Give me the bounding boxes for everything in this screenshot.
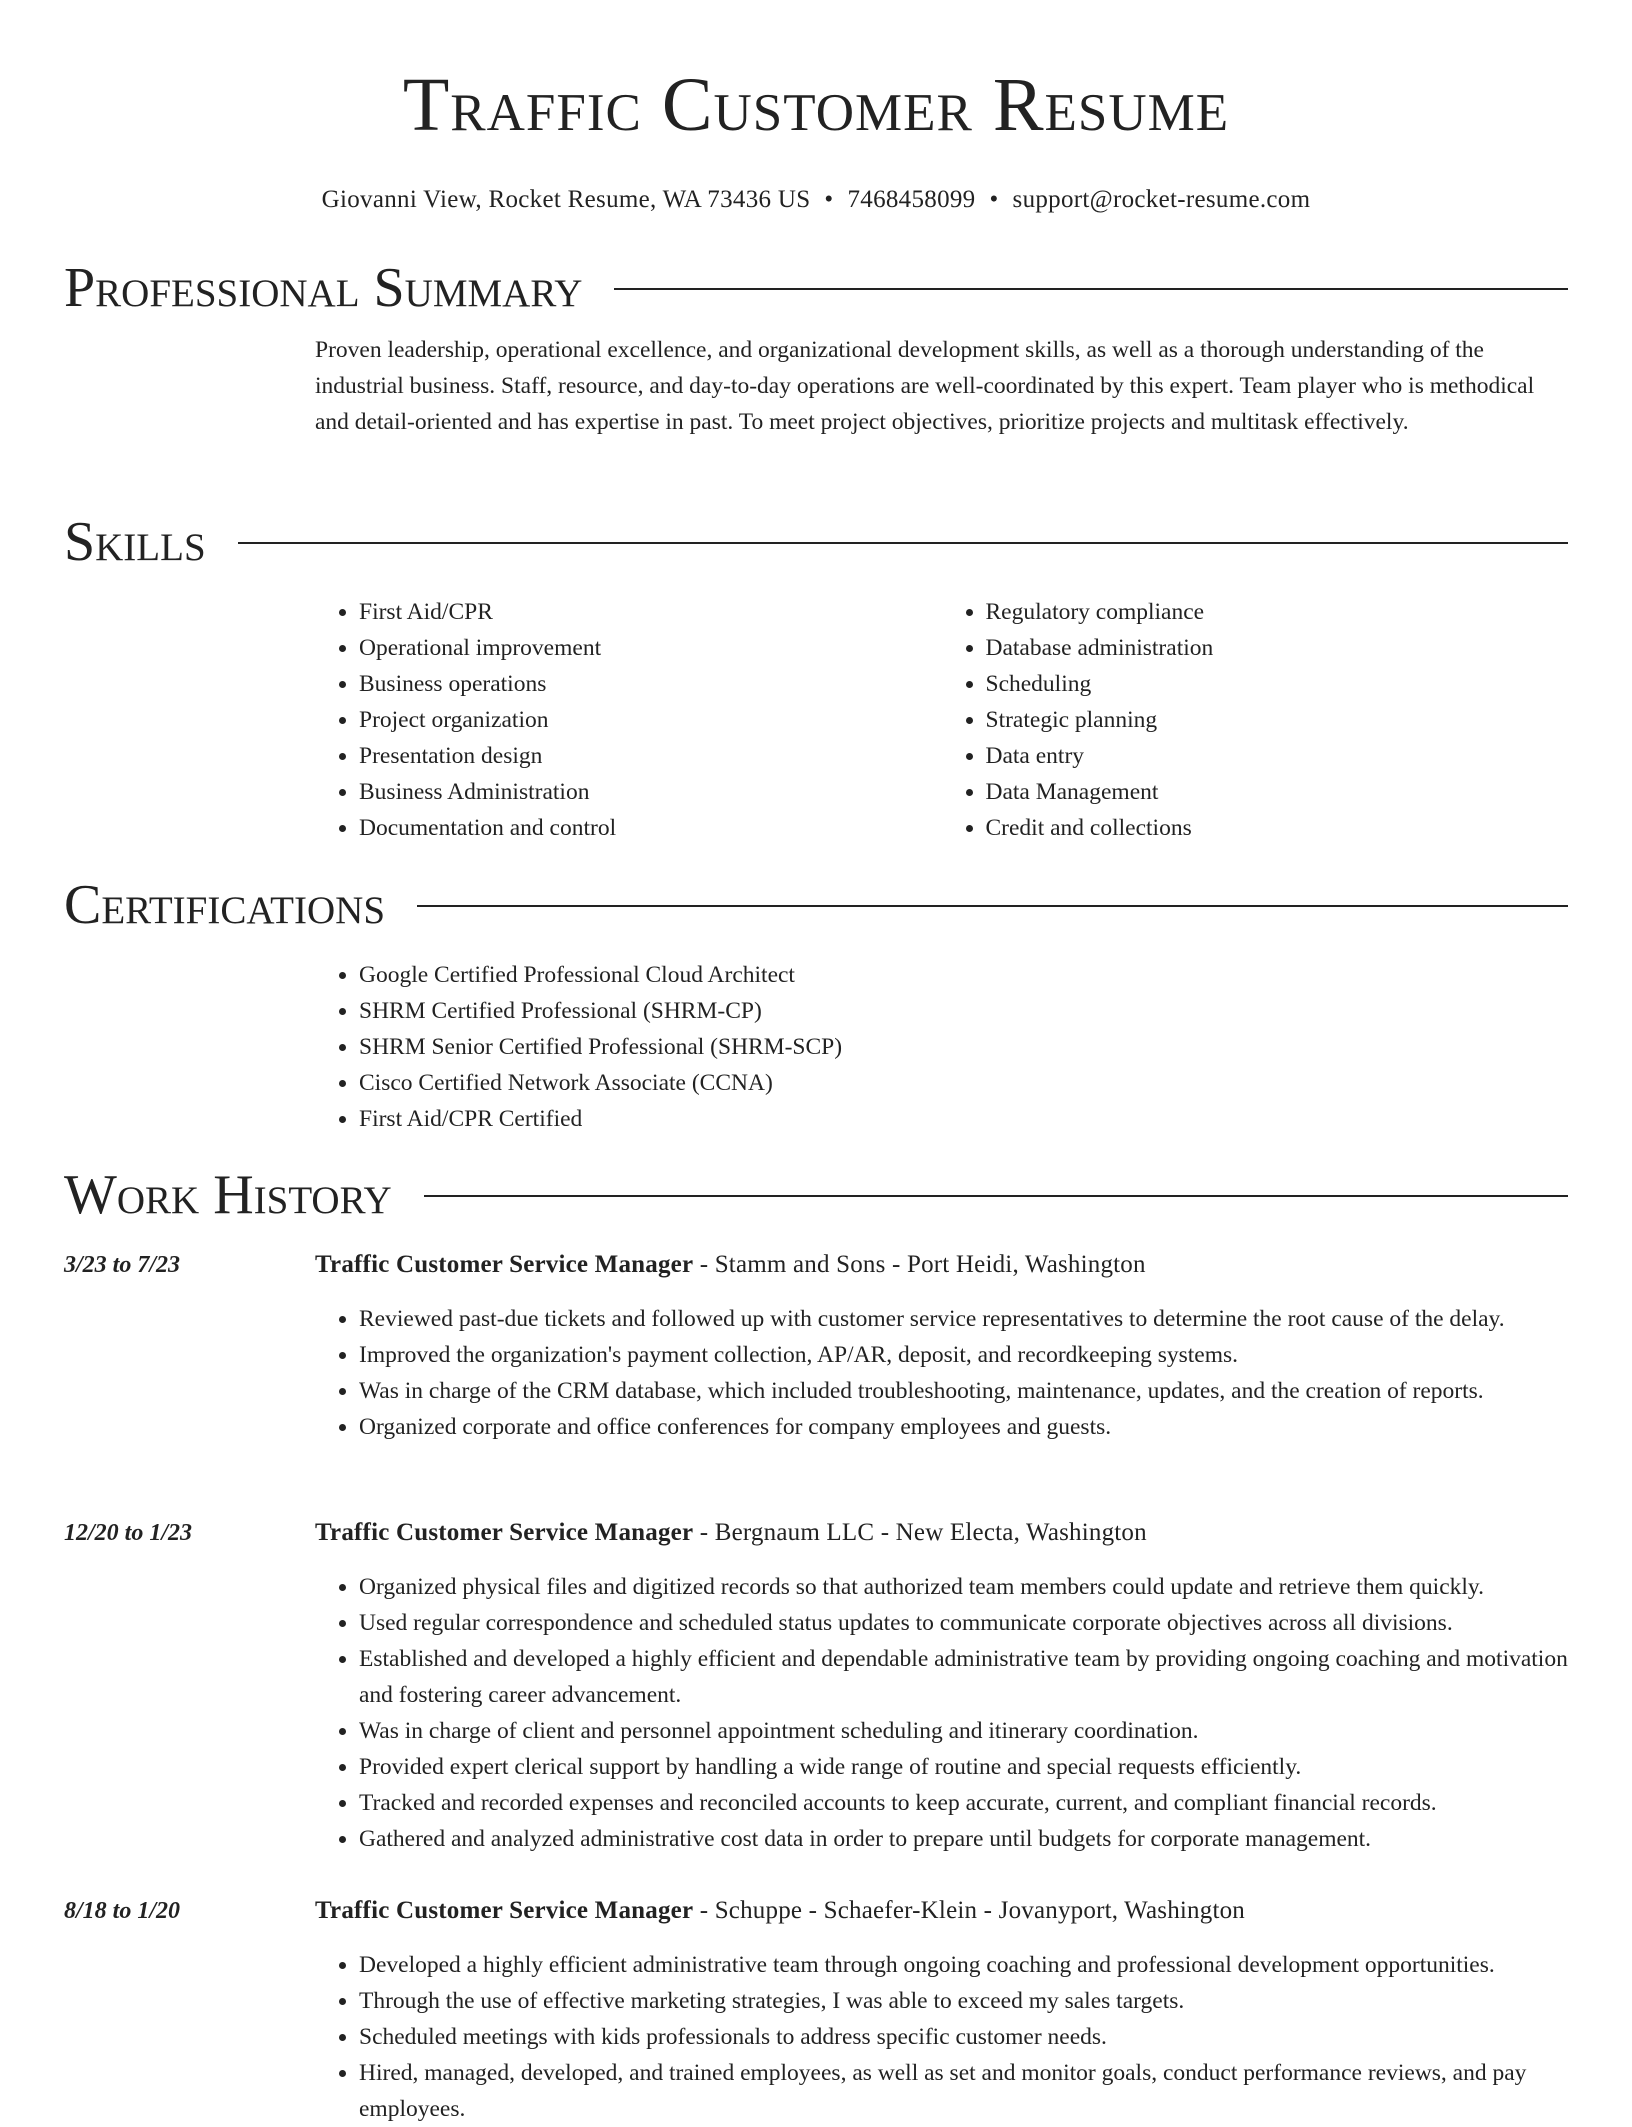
job-role: Traffic Customer Service Manager [315, 1251, 694, 1278]
job-bullet: • Developed a highly efficient administrative team through ongoing coaching and professional development opportunities. [359, 1947, 1568, 1983]
job-header [315, 1893, 1568, 1929]
certifications-section [64, 875, 1568, 1137]
job-bullet: • Tracked and recorded expenses and reconciled accounts to keep accurate, current, and compliant financial records. [359, 1785, 1568, 1821]
job-employer: - Stamm and Sons - Port Heidi, Washington [693, 1251, 1146, 1278]
certifications-list [315, 957, 1568, 1137]
contact-separator: • [989, 186, 999, 213]
job-bullet: • Was in charge of the CRM database, which included troubleshooting, maintenance, updates, and the creation of reports. [359, 1373, 1568, 1409]
contact-address: Giovanni View, Rocket Resume, WA 73436 US [321, 186, 811, 213]
resume-title: Traffic Customer Resume [402, 63, 1230, 147]
job-header [315, 1247, 1568, 1283]
job-dates: 12/20 to 1/23 [64, 1520, 193, 1546]
contact-line [0, 186, 1632, 214]
section-divider [424, 1195, 1568, 1197]
job-bullet: • Scheduled meetings with kids professionals to address specific customer needs. [359, 2019, 1568, 2055]
skill-item: • Data Management [986, 774, 1569, 810]
job-bullet: • Hired, managed, developed, and trained employees, as well as set and monitor goals, conduct performance reviews, and pay employees. [359, 2055, 1568, 2127]
job-dates: 8/18 to 1/20 [64, 1898, 181, 1924]
section-divider [614, 288, 1568, 290]
job-bullet: • Provided expert clerical support by handling a wide range of routine and special requests efficiently. [359, 1749, 1568, 1785]
job-dates: 3/23 to 7/23 [64, 1252, 181, 1278]
skill-item: • Data entry [986, 738, 1569, 774]
job-bullet: • Established and developed a highly efficient and dependable administrative team by providing ongoing coaching and motivation and fostering career advancement. [359, 1641, 1568, 1713]
skill-item: • Database administration [986, 630, 1569, 666]
job-bullet: • Used regular correspondence and scheduled status updates to communicate corporate objectives across all divisions. [359, 1605, 1568, 1641]
summary-section [64, 258, 1568, 440]
certifications-heading-row [64, 875, 1568, 935]
job-bullet: • Reviewed past-due tickets and followed up with customer service representatives to determine the root cause of the delay. [359, 1301, 1568, 1337]
skills-section [64, 512, 1568, 846]
skills-heading: Skills [64, 511, 206, 573]
skills-list-left [315, 594, 942, 846]
skill-item: • Scheduling [986, 666, 1569, 702]
work-history-heading: Work History [64, 1164, 392, 1226]
job-role: Traffic Customer Service Manager [315, 1897, 694, 1924]
skills-heading-row [64, 512, 1568, 572]
certification-item: • SHRM Certified Professional (SHRM-CP) [359, 993, 1568, 1029]
skill-item: • First Aid/CPR [359, 594, 942, 630]
job-bullets [315, 1551, 1568, 1857]
contact-email: support@rocket-resume.com [1012, 186, 1311, 213]
skill-item: • Operational improvement [359, 630, 942, 666]
contact-phone: 7468458099 [847, 186, 976, 213]
contact-separator: • [824, 186, 834, 213]
section-divider [417, 905, 1568, 907]
skill-item: • Regulatory compliance [986, 594, 1569, 630]
skill-item: • Credit and collections [986, 810, 1569, 846]
skills-list-right [942, 594, 1569, 846]
job-bullet: • Through the use of effective marketing strategies, I was able to exceed my sales targets. [359, 1983, 1568, 2019]
job-bullet: • Organized corporate and office conferences for company employees and guests. [359, 1409, 1568, 1445]
job-bullet: • Gathered and analyzed administrative cost data in order to prepare until budgets for corporate management. [359, 1821, 1568, 1857]
summary-text: Proven leadership, operational excellence, and organizational development skills, as well as a thorough understanding of the industrial business. Staff, resource, and day-to-day operations are well-coordinated by this expert. Team player who is methodical and detail-oriented and has expertise in past. To meet project objectives, prioritize projects and multitask effectively. [315, 337, 1535, 435]
section-divider [238, 542, 1568, 544]
skill-item: • Presentation design [359, 738, 942, 774]
work-history-section [64, 1165, 1568, 1225]
job-bullet: • Was in charge of client and personnel appointment scheduling and itinerary coordination. [359, 1713, 1568, 1749]
work-history-heading-row [64, 1165, 1568, 1225]
certification-item: • Cisco Certified Network Associate (CCNA) [359, 1065, 1568, 1101]
certifications-heading: Certifications [64, 874, 386, 936]
job-role: Traffic Customer Service Manager [315, 1519, 694, 1546]
job-bullet: • Organized physical files and digitized records so that authorized team members could update and retrieve them quickly. [359, 1569, 1568, 1605]
skill-item: • Strategic planning [986, 702, 1569, 738]
skill-item: • Business Administration [359, 774, 942, 810]
job-bullets [315, 1283, 1568, 1445]
job-bullet: • Improved the organization's payment collection, AP/AR, deposit, and recordkeeping systems. [359, 1337, 1568, 1373]
skill-item: • Business operations [359, 666, 942, 702]
job-header [315, 1515, 1568, 1551]
certification-item: • Google Certified Professional Cloud Architect [359, 957, 1568, 993]
certification-item: • SHRM Senior Certified Professional (SHRM-SCP) [359, 1029, 1568, 1065]
job-employer: - Bergnaum LLC - New Electa, Washington [693, 1519, 1147, 1546]
job-entry [64, 1515, 1568, 1857]
job-entry [64, 1247, 1568, 1445]
job-employer: - Schuppe - Schaefer-Klein - Jovanyport, Washington [693, 1897, 1245, 1924]
summary-heading-row [64, 258, 1568, 318]
job-entry [64, 1893, 1568, 2127]
certification-item: • First Aid/CPR Certified [359, 1101, 1568, 1137]
summary-heading: Professional Summary [64, 257, 583, 319]
skill-item: • Documentation and control [359, 810, 942, 846]
skill-item: • Project organization [359, 702, 942, 738]
job-bullets [315, 1929, 1568, 2127]
